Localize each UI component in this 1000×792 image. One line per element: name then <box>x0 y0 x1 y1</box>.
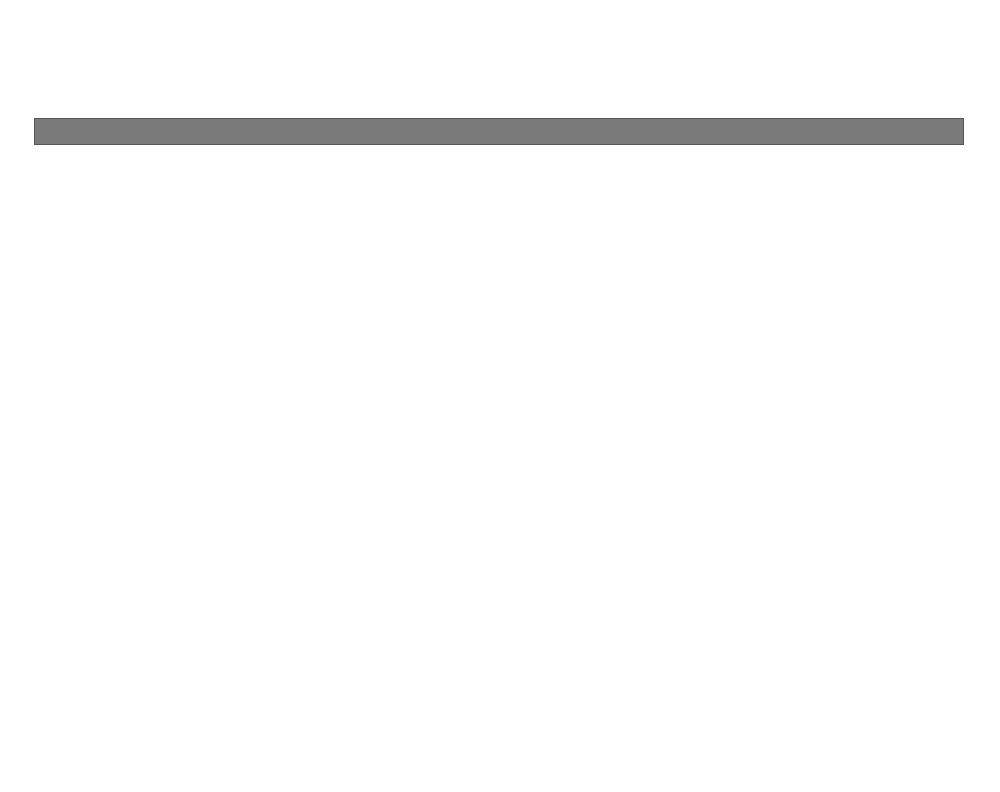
table-title <box>34 118 964 145</box>
